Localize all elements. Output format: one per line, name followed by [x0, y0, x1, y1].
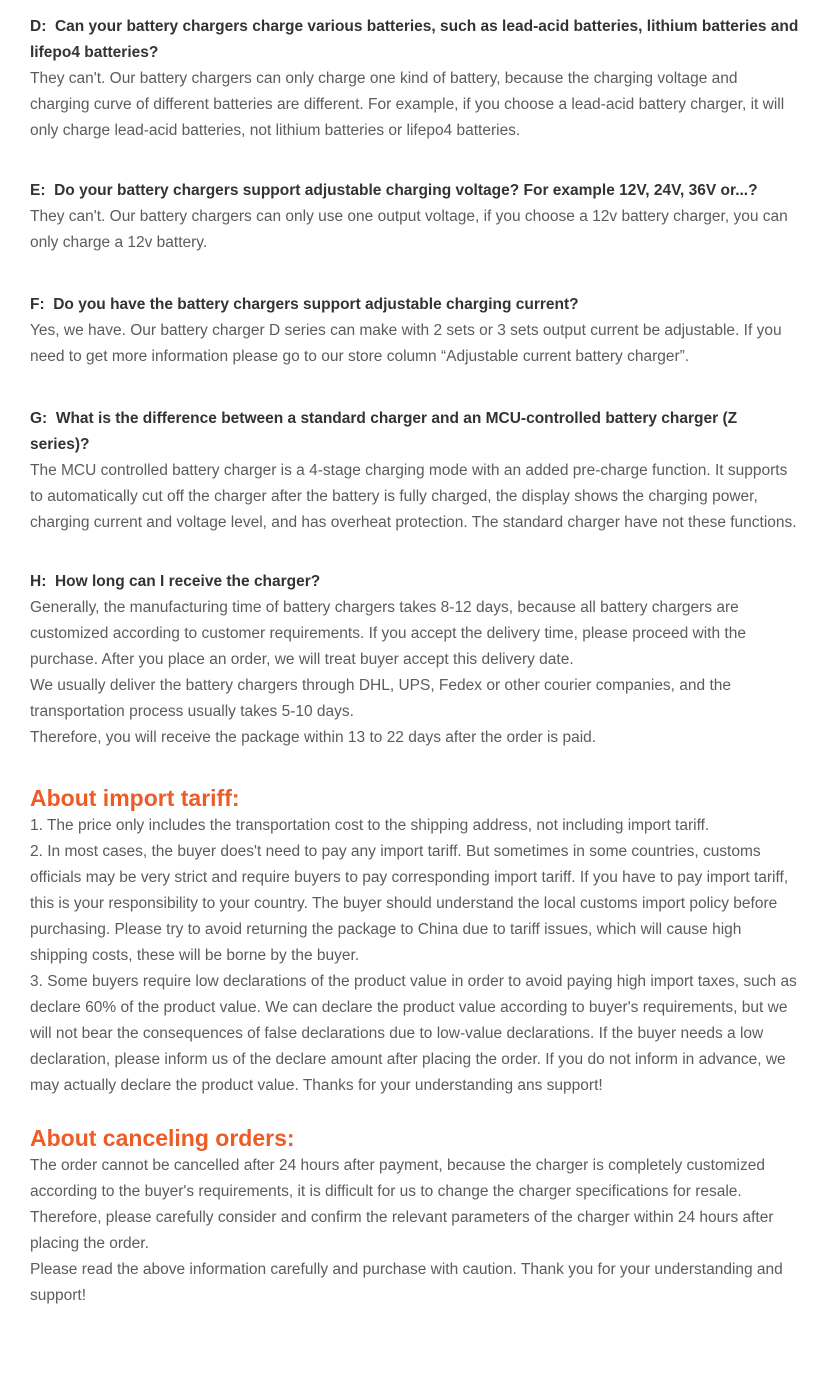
faq-answer-f: Yes, we have. Our battery charger D series can make with 2 sets or 3 sets output current be adjustable. If you need to get more information please go to our store column “Adjustable current battery charger”. [30, 322, 782, 365]
faq-answer-g: The MCU controlled battery charger is a 4-stage charging mode with an added pre-charge function. It supports to automatically cut off the charger after the battery is fully charged, the display shows the charging power, charging current and voltage level, and has overheat protection. The standard charger have not these functions. [30, 462, 797, 531]
section-canceling-orders [30, 1123, 800, 1309]
cancel-paragraph-2: Please read the above information carefully and purchase with caution. Thank you for your understanding and support! [30, 1261, 783, 1304]
cancel-paragraph-1: The order cannot be cancelled after 24 hours after payment, because the charger is completely customized according to the buyer's requirements, it is difficult for us to change the charger specifications for resale. Therefore, please carefully consider and confirm the relevant parameters of the charger within 24 hours after placing the order. [30, 1157, 774, 1252]
faq-question-h: H: How long can I receive the charger? [30, 573, 321, 590]
faq-answer-e: They can't. Our battery chargers can only use one output voltage, if you choose a 12v battery charger, you can only charge a 12v battery. [30, 208, 788, 251]
tariff-paragraph-2: 2. In most cases, the buyer does't need to pay any import tariff. But sometimes in some countries, customs officials may be very strict and require buyers to pay corresponding import tariff. If you have to pay import tariff, this is your responsibility to your country. The buyer should understand the local customs import policy before purchasing. Please try to avoid returning the package to China due to tariff issues, which will cause high shipping costs, these will be borne by the buyer. [30, 843, 789, 964]
section-import-tariff [30, 783, 800, 1099]
faq-block-d [30, 14, 803, 144]
faq-question-d: D: Can your battery chargers charge various batteries, such as lead-acid batteries, lithium batteries and lifepo4 batteries? [30, 18, 803, 61]
section-heading-import-tariff: About import tariff: [30, 785, 240, 811]
faq-answer-h-manufacturing: Generally, the manufacturing time of battery chargers takes 8-12 days, because all battery chargers are customized according to customer requirements. If you accept the delivery time, please proceed with the purchase. After you place an order, we will treat buyer accept this delivery date. [30, 599, 746, 668]
faq-question-e: E: Do your battery chargers support adjustable charging voltage? For example 12V, 24V, 36V or...? [30, 182, 758, 199]
faq-answer-h-total-days: Therefore, you will receive the package within 13 to 22 days after the order is paid. [30, 729, 597, 746]
faq-block-e [30, 178, 800, 256]
section-body-import-tariff [30, 813, 800, 1099]
faq-answer-d: They can't. Our battery chargers can only charge one kind of battery, because the charging voltage and charging curve of different batteries are different. For example, if you choose a lead-acid battery charger, it will only charge lead-acid batteries, not lithium batteries or lifepo4 batteries. [30, 70, 785, 139]
faq-question-f: F: Do you have the battery chargers support adjustable charging current? [30, 296, 579, 313]
faq-block-f [30, 292, 800, 370]
tariff-paragraph-3: 3. Some buyers require low declarations of the product value in order to avoid paying high import taxes, such as declare 60% of the product value. We can declare the product value according to buyer's requirements, but we will not bear the consequences of false declarations due to low-value declarations. If the buyer needs a low declaration, please inform us of the declare amount after placing the order. If you do not inform in advance, we may actually declare the product value. Thanks for your understanding ans support! [30, 973, 797, 1094]
faq-block-g [30, 406, 800, 536]
faq-answer-h-couriers: We usually deliver the battery chargers through DHL, UPS, Fedex or other courier companies, and the transportation process usually takes 5-10 days. [30, 677, 732, 720]
faq-question-g: G: What is the difference between a standard charger and an MCU-controlled battery charger (Z series)? [30, 410, 742, 453]
faq-block-h [30, 569, 800, 751]
section-body-canceling-orders [30, 1153, 800, 1309]
tariff-paragraph-1: 1. The price only includes the transportation cost to the shipping address, not including import tariff. [30, 817, 710, 834]
section-heading-canceling-orders: About canceling orders: [30, 1125, 295, 1151]
